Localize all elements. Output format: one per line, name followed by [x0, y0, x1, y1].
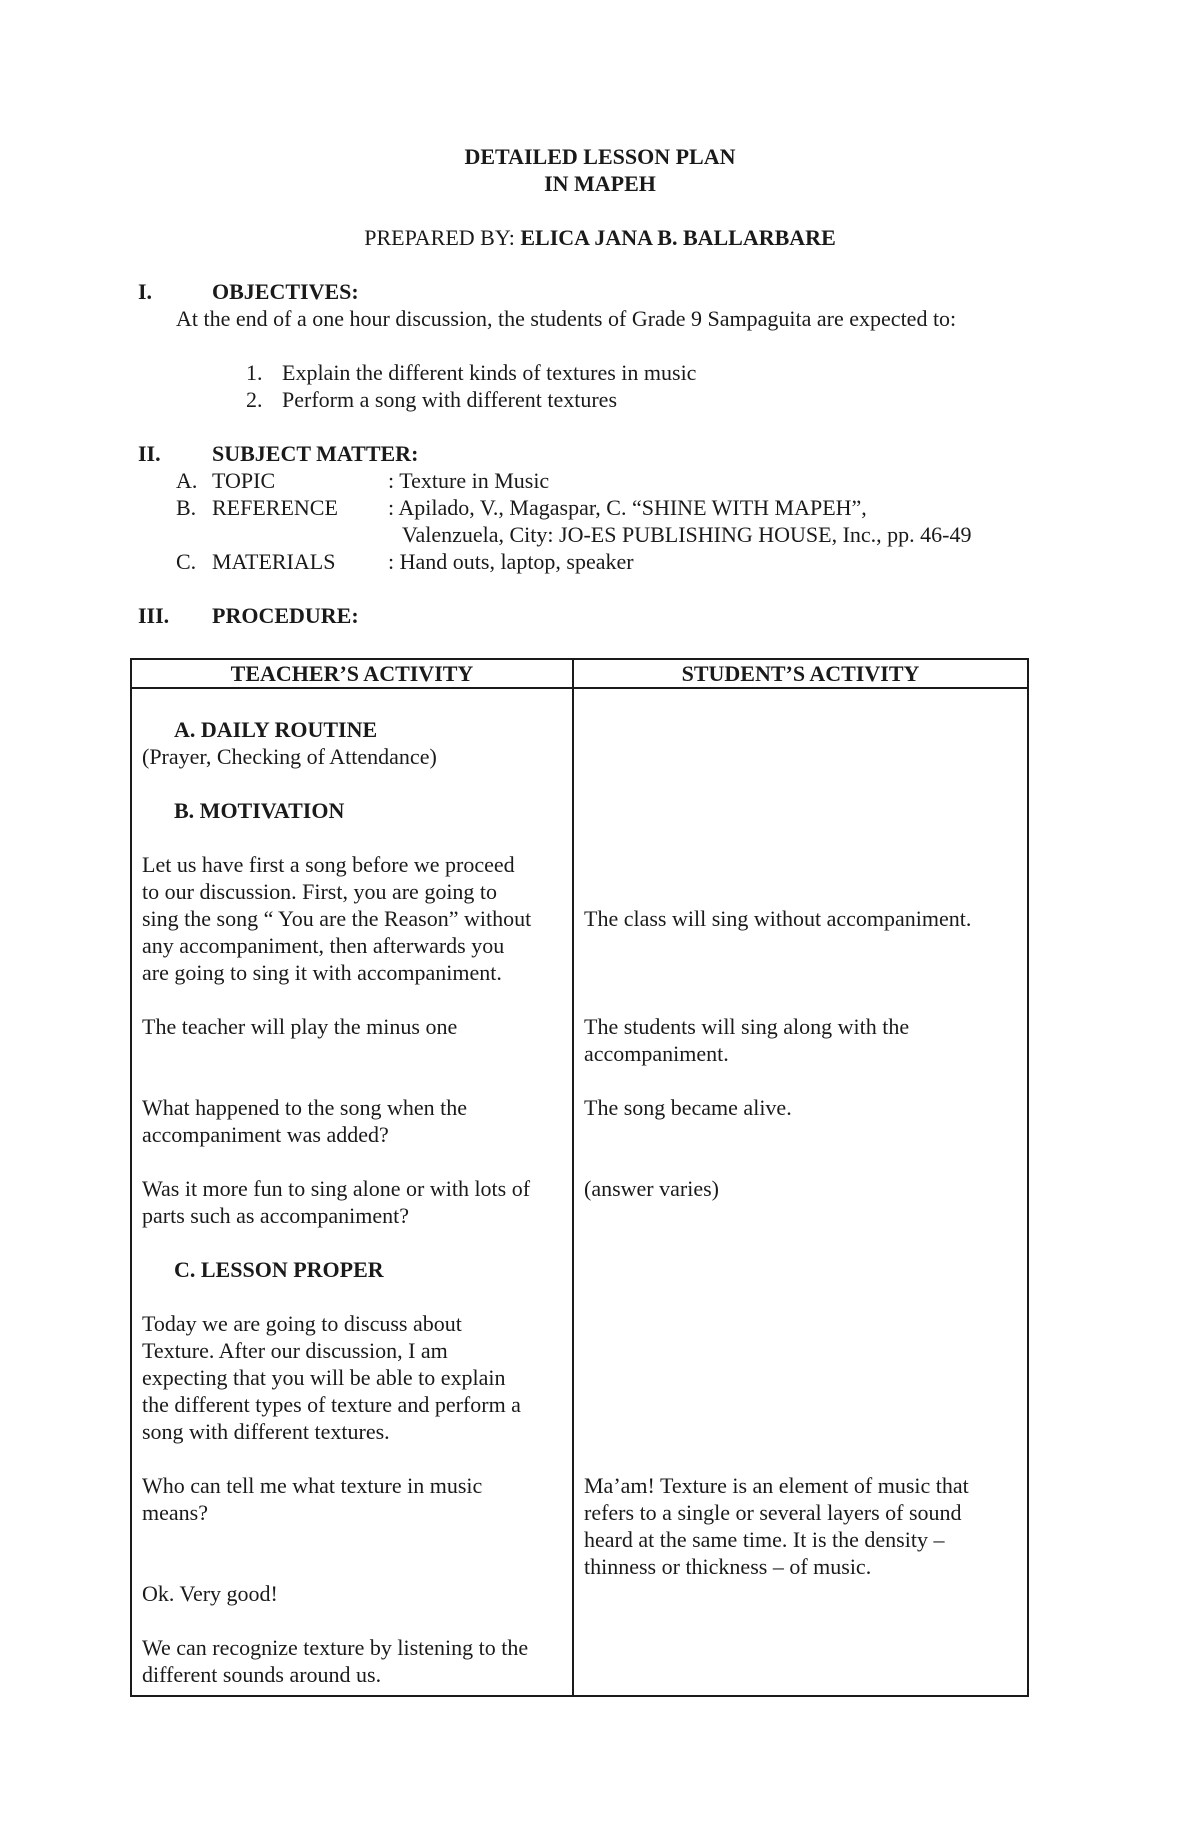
student-response: The class will sing without accompaniment. [584, 906, 972, 931]
prepared-by [0, 224, 1200, 251]
student-activity-header: STUDENT’S ACTIVITY [573, 659, 1028, 688]
question-line: means? [142, 1500, 208, 1525]
teacher-activity-header: TEACHER’S ACTIVITY [131, 659, 573, 688]
document-subtitle: IN MAPEH [544, 171, 656, 196]
subject-letter: B. [176, 495, 197, 520]
prepared-by-name: ELICA JANA B. BALLARBARE [520, 225, 836, 250]
table-row [131, 688, 1028, 1696]
subject-label: REFERENCE [212, 495, 338, 520]
student-response: (answer varies) [584, 1176, 719, 1201]
subject-value: : Hand outs, laptop, speaker [388, 549, 634, 574]
student-response-line: The students will sing along with the [584, 1014, 910, 1039]
student-response-line: heard at the same time. It is the density – [584, 1527, 945, 1552]
recognize-text-line: different sounds around us. [142, 1662, 382, 1687]
objective-number: 1. [246, 360, 263, 385]
lesson-text-line: Texture. After our discussion, I am [142, 1338, 448, 1363]
procedure-table [130, 658, 1029, 1697]
objective-text: Explain the different kinds of textures in music [282, 360, 697, 385]
subject-value-continued: Valenzuela, City: JO-ES PUBLISHING HOUSE, Inc., pp. 46-49 [402, 522, 972, 547]
recognize-text-line: We can recognize texture by listening to the [142, 1635, 529, 1660]
subject-letter: C. [176, 549, 197, 574]
subject-label: MATERIALS [212, 549, 336, 574]
procedure-heading: PROCEDURE: [212, 603, 359, 628]
document-title: DETAILED LESSON PLAN [464, 144, 736, 169]
objectives-intro: At the end of a one hour discussion, the students of Grade 9 Sampaguita are expected to: [176, 306, 957, 331]
subject-letter: A. [176, 468, 198, 493]
student-response: The song became alive. [584, 1095, 792, 1120]
objectives-numeral: I. [138, 279, 153, 304]
motivation-text-line: to our discussion. First, you are going to [142, 879, 498, 904]
subject-matter-heading: SUBJECT MATTER: [212, 441, 419, 466]
question-line: Was it more fun to sing alone or with lots of [142, 1176, 531, 1201]
subject-value: : Texture in Music [388, 468, 550, 493]
daily-routine-note: (Prayer, Checking of Attendance) [142, 744, 437, 769]
subject-matter-numeral: II. [138, 441, 161, 466]
minus-one-text: The teacher will play the minus one [142, 1014, 458, 1039]
motivation-text-line: any accompaniment, then afterwards you [142, 933, 505, 958]
subject-label: TOPIC [212, 468, 276, 493]
lesson-text-line: Today we are going to discuss about [142, 1311, 462, 1336]
motivation-text-line: sing the song “ You are the Reason” without [142, 906, 532, 931]
objective-number: 2. [246, 387, 263, 412]
objective-text: Perform a song with different textures [282, 387, 618, 412]
lesson-text-line: song with different textures. [142, 1419, 390, 1444]
student-response-line: thinness or thickness – of music. [584, 1554, 872, 1579]
question-line: Who can tell me what texture in music [142, 1473, 483, 1498]
teacher-activity-cell [131, 688, 573, 1696]
motivation-heading: B. MOTIVATION [174, 798, 345, 823]
student-activity-cell [573, 688, 1028, 1696]
prepared-by-label: PREPARED BY: [364, 225, 521, 250]
lesson-text-line: the different types of texture and perform a [142, 1392, 521, 1417]
lesson-proper-heading: C. LESSON PROPER [174, 1257, 384, 1282]
procedure-numeral: III. [138, 603, 170, 628]
table-header-row [131, 659, 1028, 688]
student-response-line: refers to a single or several layers of sound [584, 1500, 962, 1525]
question-line: parts such as accompaniment? [142, 1203, 409, 1228]
question-line: What happened to the song when the [142, 1095, 468, 1120]
subject-value: : Apilado, V., Magaspar, C. “SHINE WITH MAPEH”, [388, 495, 867, 520]
student-response-line: accompaniment. [584, 1041, 729, 1066]
student-response-line: Ma’am! Texture is an element of music that [584, 1473, 969, 1498]
praise-text: Ok. Very good! [142, 1581, 278, 1606]
objectives-heading: OBJECTIVES: [212, 279, 359, 304]
question-line: accompaniment was added? [142, 1122, 389, 1147]
motivation-text-line: Let us have first a song before we proceed [142, 852, 515, 877]
lesson-text-line: expecting that you will be able to explain [142, 1365, 506, 1390]
motivation-text-line: are going to sing it with accompaniment. [142, 960, 502, 985]
daily-routine-heading: A. DAILY ROUTINE [174, 717, 378, 742]
